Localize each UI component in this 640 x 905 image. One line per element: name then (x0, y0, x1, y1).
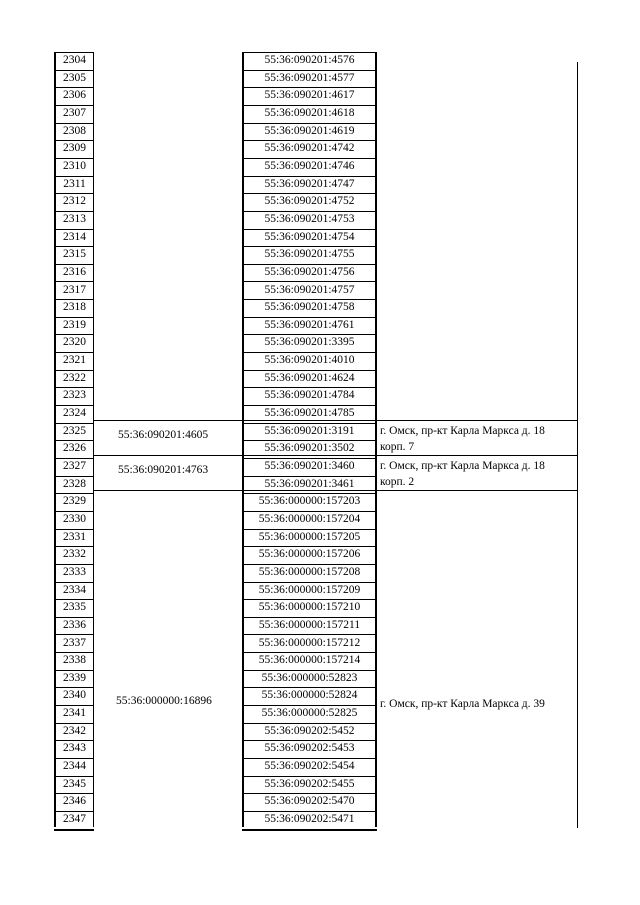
row-rule (54, 440, 94, 441)
cadastral-number: 55:36:000000:157208 (258, 565, 361, 578)
row-rule (54, 511, 94, 512)
row-rule (54, 193, 94, 194)
cadastral-number: 55:36:000000:157205 (258, 530, 361, 543)
row-rule (242, 405, 377, 406)
row-rule (54, 123, 94, 124)
row-rule (54, 793, 94, 794)
cadastral-number: 55:36:000000:157211 (258, 618, 361, 631)
row-rule (54, 564, 94, 565)
row-rule (242, 546, 377, 547)
row-rule (242, 652, 377, 653)
row-number: 2308 (63, 124, 86, 137)
row-rule (242, 687, 377, 688)
cadastral-number: 55:36:090201:4785 (264, 407, 355, 420)
row-rule (54, 617, 94, 618)
row-number: 2334 (63, 583, 86, 596)
row-rule (242, 229, 377, 230)
table-bottom-rule (242, 829, 377, 831)
group-separator (93, 490, 578, 491)
cadastral-number: 55:36:090202:5455 (264, 777, 355, 790)
parent-cadastral-number: 55:36:090201:4763 (118, 464, 209, 476)
row-rule (242, 670, 377, 671)
row-rule (242, 317, 377, 318)
cadastral-number: 55:36:090201:3461 (264, 477, 355, 490)
address-cell (380, 423, 545, 455)
col-border-address-right (577, 62, 578, 828)
row-rule (54, 264, 94, 265)
group-separator (93, 455, 578, 456)
row-rule (242, 582, 377, 583)
row-rule (242, 634, 377, 635)
row-number: 2316 (63, 265, 86, 278)
row-rule (242, 564, 377, 565)
row-number: 2327 (63, 460, 86, 472)
cadastral-number: 55:36:000000:157203 (258, 495, 361, 508)
row-number: 2315 (63, 248, 86, 261)
row-rule (54, 652, 94, 653)
row-number: 2338 (63, 654, 86, 667)
row-rule (54, 352, 94, 353)
row-rule (242, 334, 377, 335)
cadastral-number: 55:36:090201:4577 (264, 71, 355, 84)
cadastral-number: 55:36:000000:157214 (258, 654, 361, 667)
cadastral-number: 55:36:090201:3191 (264, 424, 355, 437)
row-rule (242, 193, 377, 194)
address-line: корп. 2 (380, 476, 415, 488)
row-number: 2347 (63, 813, 86, 825)
cadastral-number: 55:36:090201:4742 (264, 142, 355, 155)
table-bottom-rule (54, 829, 94, 831)
row-number: 2323 (63, 389, 86, 402)
cadastral-number: 55:36:000000:157210 (258, 601, 361, 614)
col-border-number-left (54, 52, 56, 827)
row-number: 2345 (63, 777, 86, 790)
row-rule (54, 670, 94, 671)
row-number: 2331 (63, 530, 86, 543)
address-line: г. Омск, пр-кт Карла Маркса д. 39 (380, 698, 545, 710)
row-rule (54, 634, 94, 635)
group-separator (93, 420, 578, 421)
row-rule (54, 458, 94, 459)
row-rule (54, 599, 94, 600)
row-number: 2346 (63, 795, 86, 808)
row-number: 2312 (63, 195, 86, 208)
row-rule (54, 317, 94, 318)
row-rule (242, 793, 377, 794)
row-rule (242, 811, 377, 812)
row-rule (242, 493, 377, 494)
row-rule (242, 705, 377, 706)
address-line: корп. 7 (380, 441, 415, 453)
row-number: 2342 (63, 724, 86, 737)
row-rule (54, 758, 94, 759)
address-line: г. Омск, пр-кт Карла Маркса д. 18 (380, 460, 545, 472)
row-rule (242, 599, 377, 600)
row-number: 2340 (63, 689, 86, 702)
row-rule (242, 458, 377, 459)
row-rule (242, 370, 377, 371)
row-number: 2330 (63, 512, 86, 525)
parent-cadastral-number: 55:36:090201:4605 (118, 429, 209, 441)
row-rule (54, 105, 94, 106)
row-rule (54, 334, 94, 335)
cadastral-number: 55:36:090201:4619 (264, 124, 355, 137)
row-rule (54, 705, 94, 706)
row-number: 2325 (63, 424, 86, 437)
cadastral-number: 55:36:090201:4010 (264, 354, 355, 367)
cadastral-number: 55:36:090201:4576 (264, 54, 355, 67)
row-number: 2333 (63, 565, 86, 578)
cadastral-number: 55:36:090201:4761 (264, 318, 355, 331)
cadastral-number: 55:36:090202:5470 (264, 795, 355, 808)
row-number: 2329 (63, 495, 86, 508)
cadastral-number: 55:36:090201:3502 (264, 442, 355, 455)
row-rule (54, 140, 94, 141)
row-rule (242, 529, 377, 530)
row-rule (242, 70, 377, 71)
row-number: 2344 (63, 760, 86, 773)
row-rule (54, 776, 94, 777)
cadastral-number: 55:36:000000:157206 (258, 548, 361, 561)
row-number: 2307 (63, 107, 86, 119)
row-number: 2314 (63, 230, 86, 243)
row-rule (54, 723, 94, 724)
row-number: 2326 (63, 442, 86, 455)
row-rule (54, 405, 94, 406)
row-rule (242, 52, 377, 53)
row-rule (242, 476, 377, 477)
row-number: 2311 (63, 177, 86, 190)
cadastral-number: 55:36:000000:157212 (258, 636, 361, 649)
cadastral-number: 55:36:090202:5453 (264, 742, 355, 755)
row-rule (242, 758, 377, 759)
row-rule (54, 52, 94, 53)
row-rule (54, 281, 94, 282)
cadastral-number: 55:36:090201:4624 (264, 371, 355, 384)
row-number: 2322 (63, 371, 86, 384)
row-number: 2343 (63, 742, 86, 755)
row-rule (242, 211, 377, 212)
row-number: 2335 (63, 601, 86, 614)
row-number: 2317 (63, 283, 86, 296)
cadastral-number: 55:36:090201:4784 (264, 389, 355, 402)
row-rule (54, 299, 94, 300)
cadastral-number: 55:36:090201:3395 (264, 336, 355, 349)
cadastral-number: 55:36:090201:4753 (264, 212, 355, 225)
row-rule (54, 476, 94, 477)
row-rule (242, 617, 377, 618)
row-rule (54, 546, 94, 547)
cadastral-number: 55:36:090201:4747 (264, 177, 355, 190)
row-rule (54, 70, 94, 71)
cadastral-number: 55:36:090201:4618 (264, 107, 355, 119)
row-rule (242, 158, 377, 159)
cadastral-number: 55:36:090201:4755 (264, 248, 355, 261)
cadastral-number: 55:36:090202:5452 (264, 724, 355, 737)
row-rule (242, 176, 377, 177)
row-rule (242, 776, 377, 777)
row-rule (54, 176, 94, 177)
row-number: 2309 (63, 142, 86, 155)
col-border-cadastral-left (242, 52, 244, 827)
cadastral-number: 55:36:000000:157204 (258, 512, 361, 525)
cadastral-number: 55:36:000000:52823 (261, 671, 358, 684)
row-rule (54, 582, 94, 583)
row-number: 2304 (63, 54, 86, 67)
row-rule (54, 423, 94, 424)
row-rule (242, 299, 377, 300)
row-rule (54, 229, 94, 230)
row-rule (242, 123, 377, 124)
row-rule (242, 387, 377, 388)
cadastral-number: 55:36:090201:3460 (264, 460, 355, 472)
cadastral-number: 55:36:090201:4752 (264, 195, 355, 208)
row-rule (54, 370, 94, 371)
parent-cadastral-number: 55:36:000000:16896 (116, 695, 212, 707)
cadastral-number: 55:36:090202:5454 (264, 760, 355, 773)
row-number: 2320 (63, 336, 86, 349)
address-cell (380, 458, 545, 490)
row-number: 2324 (63, 407, 86, 420)
row-rule (54, 740, 94, 741)
row-rule (242, 264, 377, 265)
cadastral-number: 55:36:000000:157209 (258, 583, 361, 596)
row-number: 2328 (63, 477, 86, 490)
row-rule (54, 211, 94, 212)
row-rule (54, 246, 94, 247)
row-rule (242, 281, 377, 282)
row-number: 2332 (63, 548, 86, 561)
cadastral-number: 55:36:090202:5471 (264, 813, 355, 825)
cadastral-number: 55:36:090201:4758 (264, 301, 355, 314)
row-number: 2319 (63, 318, 86, 331)
address-line: г. Омск, пр-кт Карла Маркса д. 18 (380, 425, 545, 437)
row-rule (242, 740, 377, 741)
cadastral-number: 55:36:090201:4757 (264, 283, 355, 296)
row-rule (54, 493, 94, 494)
row-number: 2337 (63, 636, 86, 649)
cadastral-number: 55:36:000000:52825 (261, 707, 358, 720)
row-number: 2321 (63, 354, 86, 367)
row-number: 2306 (63, 89, 86, 102)
cadastral-number: 55:36:000000:52824 (261, 689, 358, 702)
row-number: 2313 (63, 212, 86, 225)
row-rule (54, 158, 94, 159)
row-rule (242, 723, 377, 724)
col-border-cadastral-right (375, 52, 377, 827)
row-number: 2305 (63, 71, 86, 84)
row-rule (242, 87, 377, 88)
row-rule (242, 440, 377, 441)
row-rule (54, 811, 94, 812)
cadastral-number: 55:36:090201:4617 (264, 89, 355, 102)
row-number: 2318 (63, 301, 86, 314)
row-rule (242, 246, 377, 247)
row-number: 2310 (63, 159, 86, 172)
row-rule (54, 687, 94, 688)
col-border-number-right (93, 52, 94, 827)
row-number: 2336 (63, 618, 86, 631)
row-number: 2341 (63, 707, 86, 720)
cadastral-number: 55:36:090201:4754 (264, 230, 355, 243)
row-rule (54, 87, 94, 88)
cadastral-number: 55:36:090201:4746 (264, 159, 355, 172)
row-rule (242, 423, 377, 424)
row-rule (242, 511, 377, 512)
row-rule (242, 105, 377, 106)
row-number: 2339 (63, 671, 86, 684)
row-rule (54, 529, 94, 530)
row-rule (242, 140, 377, 141)
row-rule (54, 387, 94, 388)
row-rule (242, 352, 377, 353)
cadastral-number: 55:36:090201:4756 (264, 265, 355, 278)
address-cell (380, 696, 545, 712)
